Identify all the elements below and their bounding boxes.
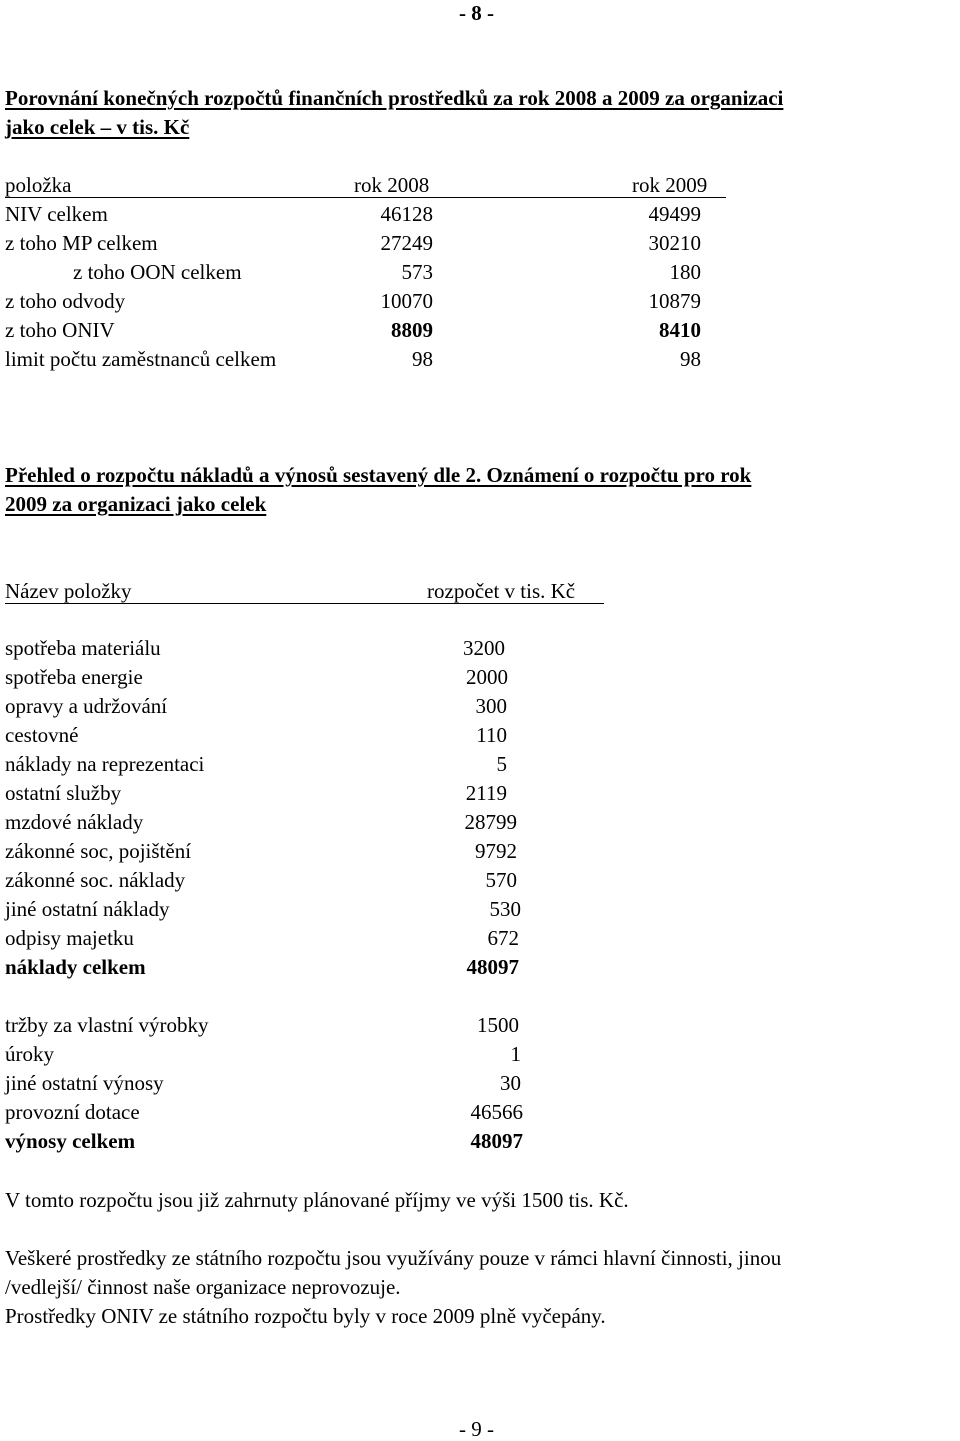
row-label: náklady na reprezentaci <box>5 752 205 776</box>
value-2008: 8809 <box>391 318 433 342</box>
row-value: 46566 <box>470 1100 523 1124</box>
header-year-2008: rok 2008 <box>354 173 430 197</box>
row-label: z toho MP celkem <box>5 231 158 255</box>
header-underline <box>5 603 604 604</box>
comparison-title-line2: jako celek – v tis. Kč <box>5 115 190 139</box>
row-value: 1500 <box>477 1013 519 1037</box>
row-value: 2119 <box>465 781 507 805</box>
note-income: V tomto rozpočtu jsou již zahrnuty plánované příjmy ve výši 1500 tis. Kč. <box>5 1188 629 1212</box>
row-label: opravy a udržování <box>5 694 168 718</box>
header-item-name: Název položky <box>5 579 132 603</box>
row-value: 2000 <box>466 665 508 689</box>
row-value: 48097 <box>470 1129 523 1153</box>
row-value: 1 <box>510 1042 521 1066</box>
row-value: 300 <box>475 694 507 718</box>
row-label: z toho ONIV <box>5 318 115 342</box>
overview-title-line1: Přehled o rozpočtu nákladů a výnosů sestavený dle 2. Oznámení o rozpočtu pro rok <box>5 463 752 487</box>
row-label: z toho OON celkem <box>73 260 242 284</box>
row-label: jiné ostatní náklady <box>5 897 170 921</box>
comparison-title-line1: Porovnání konečných rozpočtů finančních prostředků za rok 2008 a 2009 za organizaci <box>5 86 784 110</box>
value-2009: 49499 <box>648 202 701 226</box>
value-2009: 30210 <box>648 231 701 255</box>
row-value: 110 <box>476 723 507 747</box>
value-2009: 180 <box>669 260 701 284</box>
value-2008: 27249 <box>380 231 433 255</box>
row-value: 570 <box>485 868 517 892</box>
value-2009: 98 <box>680 347 701 371</box>
row-label: ostatní služby <box>5 781 122 805</box>
overview-title-line2: 2009 za organizaci jako celek <box>5 492 267 516</box>
row-label: spotřeba materiálu <box>5 636 161 660</box>
row-label: náklady celkem <box>5 955 146 979</box>
header-budget: rozpočet v tis. Kč <box>427 579 576 603</box>
row-label: úroky <box>5 1042 54 1066</box>
row-value: 30 <box>500 1071 521 1095</box>
row-value: 530 <box>489 897 521 921</box>
row-label: provozní dotace <box>5 1100 140 1124</box>
row-label: jiné ostatní výnosy <box>5 1071 164 1095</box>
row-value: 48097 <box>466 955 519 979</box>
row-value: 5 <box>496 752 507 776</box>
page-number-top: - 8 - <box>459 1 494 25</box>
note-oniv: Prostředky ONIV ze státního rozpočtu byly v roce 2009 plně vyčepány. <box>5 1304 606 1328</box>
value-2009: 8410 <box>659 318 701 342</box>
row-label: spotřeba energie <box>5 665 143 689</box>
header-item: položka <box>5 173 72 197</box>
row-value: 672 <box>487 926 519 950</box>
value-2008: 10070 <box>380 289 433 313</box>
value-2008: 573 <box>401 260 433 284</box>
row-label: odpisy majetku <box>5 926 134 950</box>
note-state-budget-line1: Veškeré prostředky ze státního rozpočtu jsou využívány pouze v rámci hlavní činnosti, jinou <box>5 1246 782 1270</box>
row-label: cestovné <box>5 723 79 747</box>
row-label: zákonné soc, pojištění <box>5 839 192 863</box>
value-2009: 10879 <box>648 289 701 313</box>
header-underline <box>5 197 726 198</box>
note-state-budget-line2: /vedlejší/ činnost naše organizace neprovozuje. <box>5 1275 401 1299</box>
row-label: limit počtu zaměstnanců celkem <box>5 347 277 371</box>
row-label: mzdové náklady <box>5 810 144 834</box>
row-label: výnosy celkem <box>5 1129 136 1153</box>
row-label: zákonné soc. náklady <box>5 868 186 892</box>
row-value: 9792 <box>475 839 517 863</box>
row-label: z toho odvody <box>5 289 126 313</box>
row-value: 28799 <box>464 810 517 834</box>
row-label: tržby za vlastní výrobky <box>5 1013 209 1037</box>
header-year-2009: rok 2009 <box>632 173 708 197</box>
value-2008: 46128 <box>380 202 433 226</box>
page-number-bottom: - 9 - <box>459 1417 494 1441</box>
value-2008: 98 <box>412 347 433 371</box>
row-label: NIV celkem <box>5 202 108 226</box>
row-value: 3200 <box>463 636 505 660</box>
